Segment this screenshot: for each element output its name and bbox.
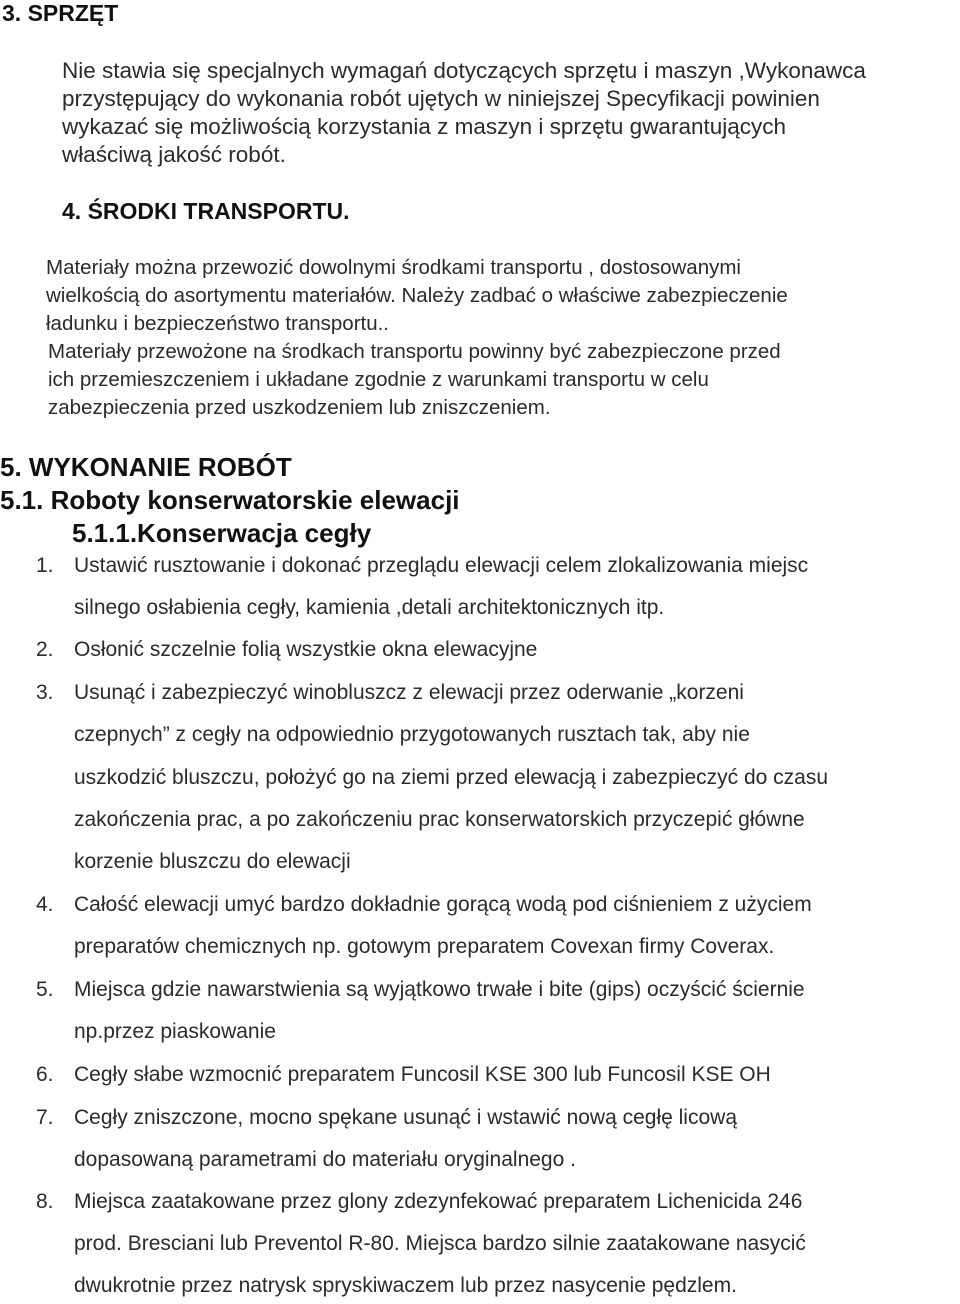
list-item-line: silnego osłabienia cegły, kamienia ,detali architektonicznych itp. — [74, 596, 665, 619]
list-item-number: 8. — [36, 1190, 54, 1213]
section-3-line: przystępujący do wykonania robót ujętych w niniejszej Specyfikacji powinien — [62, 86, 820, 111]
list-item-number: 2. — [36, 638, 54, 661]
list-item-line: zakończenia prac, a po zakończeniu prac konserwatorskich przyczepić główne — [74, 808, 805, 831]
list-item-line: dopasowaną parametrami do materiału oryginalnego . — [74, 1148, 576, 1171]
section-4-line: zabezpieczenia przed uszkodzeniem lub zniszczeniem. — [48, 396, 551, 419]
section-3-heading: 3. SPRZĘT — [2, 0, 119, 26]
list-item-line: Miejsca gdzie nawarstwienia są wyjątkowo trwałe i bite (gips) oczyścić ściernie — [74, 978, 805, 1001]
list-item-line: Całość elewacji umyć bardzo dokładnie gorącą wodą pod ciśnieniem z użyciem — [74, 893, 812, 916]
section-4-line: ich przemieszczeniem i układane zgodnie z warunkami transportu w celu — [48, 368, 709, 391]
list-item-number: 4. — [36, 893, 54, 916]
list-item-number: 3. — [36, 681, 54, 704]
section-5-1-1-heading: 5.1.1.Konserwacja cegły — [72, 518, 372, 548]
section-4-heading: 4. ŚRODKI TRANSPORTU. — [62, 198, 350, 224]
list-item-number: 7. — [36, 1106, 54, 1129]
list-item-line: Cegły słabe wzmocnić preparatem Funcosil KSE 300 lub Funcosil KSE OH — [74, 1063, 771, 1086]
list-item-number: 6. — [36, 1063, 54, 1086]
list-item-number: 5. — [36, 978, 54, 1001]
section-3-line: wykazać się możliwością korzystania z maszyn i sprzętu gwarantujących — [62, 114, 787, 139]
list-item-line: uszkodzić bluszczu, położyć go na ziemi przed elewacją i zabezpieczyć do czasu — [74, 766, 829, 789]
list-item-line: czepnych” z cegły na odpowiednio przygotowanych rusztach tak, aby nie — [74, 723, 750, 746]
list-item-line: Miejsca zaatakowane przez glony zdezynfekować preparatem Lichenicida 246 — [74, 1190, 803, 1213]
section-4-line: ładunku i bezpieczeństwo transportu.. — [46, 312, 390, 335]
list-item-line: dwukrotnie przez natrysk spryskiwaczem lub przez nasycenie pędzlem. — [74, 1274, 737, 1297]
section-3-line: Nie stawia się specjalnych wymagań dotyczących sprzętu i maszyn ,Wykonawca — [62, 58, 866, 83]
list-item-line: prod. Bresciani lub Preventol R-80. Miejsca bardzo silnie zaatakowane nasycić — [74, 1232, 806, 1255]
list-item-line: Osłonić szczelnie folią wszystkie okna elewacyjne — [74, 638, 538, 661]
list-item-line: np.przez piaskowanie — [74, 1020, 276, 1043]
section-5-heading: 5. WYKONANIE ROBÓT — [0, 452, 292, 482]
section-3-line: właściwą jakość robót. — [62, 142, 286, 167]
list-item-number: 1. — [36, 554, 54, 577]
section-4-line: wielkością do asortymentu materiałów. Należy zadbać o właściwe zabezpieczenie — [46, 284, 788, 307]
list-item-line: Ustawić rusztowanie i dokonać przeglądu elewacji celem zlokalizowania miejsc — [74, 554, 809, 577]
section-5-1-heading: 5.1. Roboty konserwatorskie elewacji — [0, 485, 460, 515]
section-4-line: Materiały przewożone na środkach transportu powinny być zabezpieczone przed — [48, 340, 781, 363]
section-4-line: Materiały można przewozić dowolnymi środkami transportu , dostosowanymi — [46, 256, 741, 279]
list-item-line: preparatów chemicznych np. gotowym preparatem Covexan firmy Coverax. — [74, 935, 775, 958]
list-item-line: Cegły zniszczone, mocno spękane usunąć i wstawić nową cegłę licową — [74, 1106, 737, 1129]
list-item-line: korzenie bluszczu do elewacji — [74, 850, 351, 873]
list-item-line: Usunąć i zabezpieczyć winobluszcz z elewacji przez oderwanie „korzeni — [74, 681, 744, 704]
